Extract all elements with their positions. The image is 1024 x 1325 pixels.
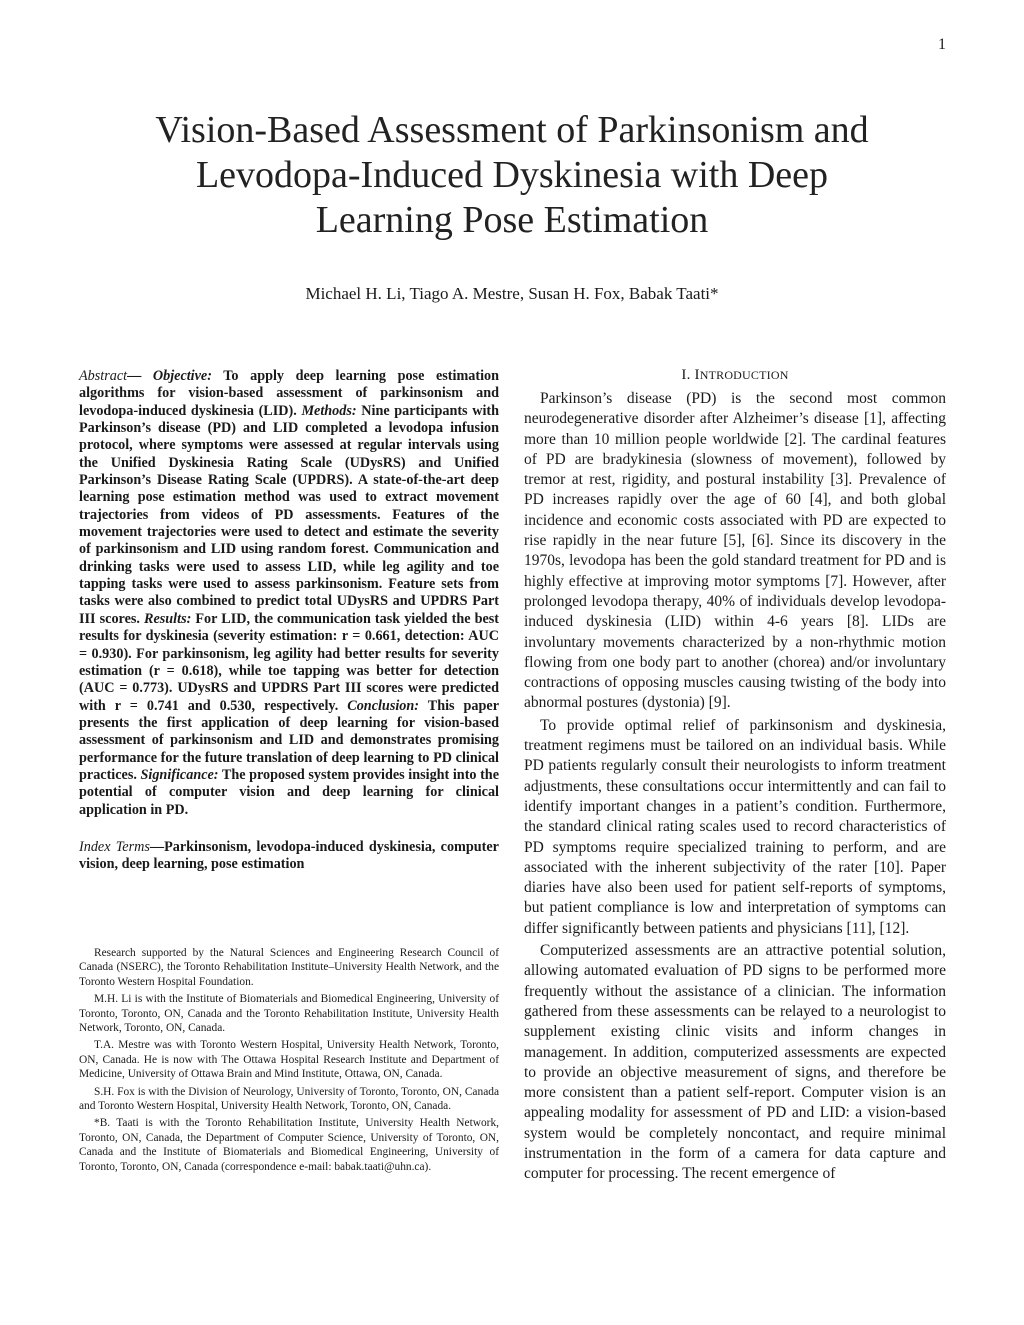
body-paragraph: Computerized assessments are an attractive potential solution, allowing automated evaluation of PD signs to be performed more frequently without the assistance of a clinician. The information gathered from these assessments can be relayed to a neurologist to supplement existing clinic visits and inform changes in management. In addition, computerized assessments are expected to provide an objective measurement of signs, and therefore be more consistent than a patient self-report. Computer vision is an appealing modality for assessment of PD and LID: a vision-based system would be completely noncontact, and require minimal instrumentation in the form of a camera for data capture and computer for processing. The recent emergence of	[524, 942, 946, 1183]
author-footnotes	[79, 946, 499, 1177]
abstract-objective: To apply deep learning pose estimation algorithms for vision-based assessment of parkinsonism and levodopa-induced dyskinesia (LID).	[79, 368, 500, 419]
methods-label: Methods:	[301, 402, 357, 419]
body-paragraph: Parkinson’s disease (PD) is the second most common neurodegenerative disorder after Alzheimer’s disease [1], affecting more than 10 million people worldwide [2]. The cardinal features of PD are bradykinesia (slowness of movement), followed by tremor at rest, rigidity, and postural instability [3]. Prevalence of PD increases rapidly over the age of 60 [4], and both global incidence and economic costs associated with PD are expected to rise rapidly in the near future [5], [6]. Since its discovery in the 1970s, levodopa has been the gold standard treatment for PD and is highly effective at improving motor symptoms [7]. However, after prolonged levodopa therapy, 40% of individuals develop levodopa-induced dyskinesia (LID) within 4-6 years [8]. LIDs are involuntary movements characterized by a non-rhythmic motion flowing from one body part to another (chorea) and/or involuntary contractions of opposing muscles causing twisting of the body into abnormal postures (dystonia) [9].	[524, 390, 946, 712]
footnote-affiliation-li: M.H. Li is with the Institute of Biomaterials and Biomedical Engineering, University of Toronto, Toronto, ON, Canada and the Toronto Rehabilitation Institute, University Health Network, Toronto, ON, Canada.	[79, 993, 499, 1035]
title-line: Levodopa-Induced Dyskinesia with Deep	[195, 154, 829, 196]
section-initial: I	[694, 367, 700, 383]
significance-label: Significance:	[140, 766, 219, 783]
index-terms	[79, 839, 499, 874]
abstract-significance: The proposed system provides insight into the potential of computer vision and deep learning for clinical application in PD.	[79, 766, 499, 818]
abstract-dash: —	[127, 368, 142, 384]
index-terms-text: Parkinsonism, levodopa-induced dyskinesia, computer vision, deep learning, pose estimation	[79, 838, 499, 873]
section-heading-introduction	[524, 366, 946, 384]
paper-title	[80, 108, 944, 243]
abstract-conclusion: This paper presents the first application of deep learning for vision-based assessment of parkinsonism and LID and demonstrates promising performance for the future translation of deep learning to PD clinical practices.	[79, 697, 499, 783]
body-paragraph: To provide optimal relief of parkinsonism and dyskinesia, treatment regimens must be tailored on an individual basis. While PD patients regularly consult their neurologists to inform treatment adjustments, these consultations occur intermittently and can fail to identify important changes in a patient’s condition. Furthermore, the standard clinical rating scales used to record characteristics of PD symptoms require specialized training to perform, and are associated with the inherent subjectivity of the rater [10]. Paper diaries have also been used for patient self-reports of symptoms, but patient compliance is low and interpretation of symptoms can differ significantly between patients and physicians [11], [12].	[524, 716, 946, 937]
title-line: Vision-Based Assessment of Parkinsonism and	[155, 109, 869, 151]
objective-label: Objective:	[152, 368, 212, 384]
conclusion-label: Conclusion:	[347, 697, 419, 714]
abstract-methods: Nine participants with Parkinson’s disease (PD) and LID completed a levodopa infusion protocol, where symptoms were assessed at regular intervals using the Unified Dyskinesia Rating Scale (UDysRS) and Unified Parkinson’s Disease Rating Scale (UPDRS). A state-of-the-art deep learning pose estimation method was used to extract movement trajectories from videos of PD assessments. Features of the movement trajectories were used to detect and estimate the severity of parkinsonism and LID using random forest. Communication and drinking tasks were used to assess LID, while leg agility and toe tapping tasks were used to assess parkinsonism. Feature sets from tasks were also combined to predict total UDysRS and UPDRS Part III scores.	[79, 402, 500, 627]
right-column	[524, 366, 946, 1187]
footnote-affiliation-taati: *B. Taati is with the Toronto Rehabilitation Institute, University Health Network, Toronto, ON, Canada, the Department of Computer Science, University of Toronto, ON, Canada and the Institute of Biomaterials and Biomedical Engineering, University of Toronto, Toronto, ON, Canada (correspondence e-mail: babak.taati@uhn.ca).	[79, 1117, 499, 1173]
title-line: Learning Pose Estimation	[315, 199, 709, 241]
left-column	[79, 368, 499, 874]
footnote-funding: Research supported by the Natural Sciences and Engineering Research Council of Canada (NSERC), the Toronto Rehabilitation Institute–University Health Network, and the Toronto Western Hospital Foundation.	[79, 947, 499, 988]
author-list: Michael H. Li, Tiago A. Mestre, Susan H. Fox, Babak Taati*	[305, 284, 719, 303]
index-terms-label: Index Terms	[79, 838, 150, 855]
section-title-rest: NTRODUCTION	[699, 368, 789, 382]
page-number: 1	[938, 36, 946, 53]
abstract-label: Abstract	[79, 368, 128, 384]
footnote-affiliation-fox: S.H. Fox is with the Division of Neurology, University of Toronto, Toronto, ON, Canada and Toronto Western Hospital, University Health Network, Toronto, ON, Canada.	[79, 1085, 499, 1113]
abstract	[79, 368, 499, 819]
section-numeral: I.	[681, 367, 691, 383]
abstract-results: For LID, the communication task yielded the best results for dyskinesia (severity estimation: r = 0.661, detection: AUC = 0.930). For parkinsonism, leg agility had better results for severity estimation (r = 0.618), while toe tapping was better for detection (AUC = 0.773). UDysRS and UPDRS Part III scores were predicted with r = 0.741 and 0.530, respectively.	[79, 610, 500, 714]
index-terms-dash: —	[149, 838, 165, 855]
footnote-affiliation-mestre: T.A. Mestre was with Toronto Western Hospital, University Health Network, Toronto, ON, Canada. He is now with The Ottawa Hospital Research Institute and Department of Medicine, University of Ottawa Brain and Mind Institute, Ottawa, ON, Canada.	[79, 1039, 499, 1081]
results-label: Results:	[144, 610, 192, 627]
